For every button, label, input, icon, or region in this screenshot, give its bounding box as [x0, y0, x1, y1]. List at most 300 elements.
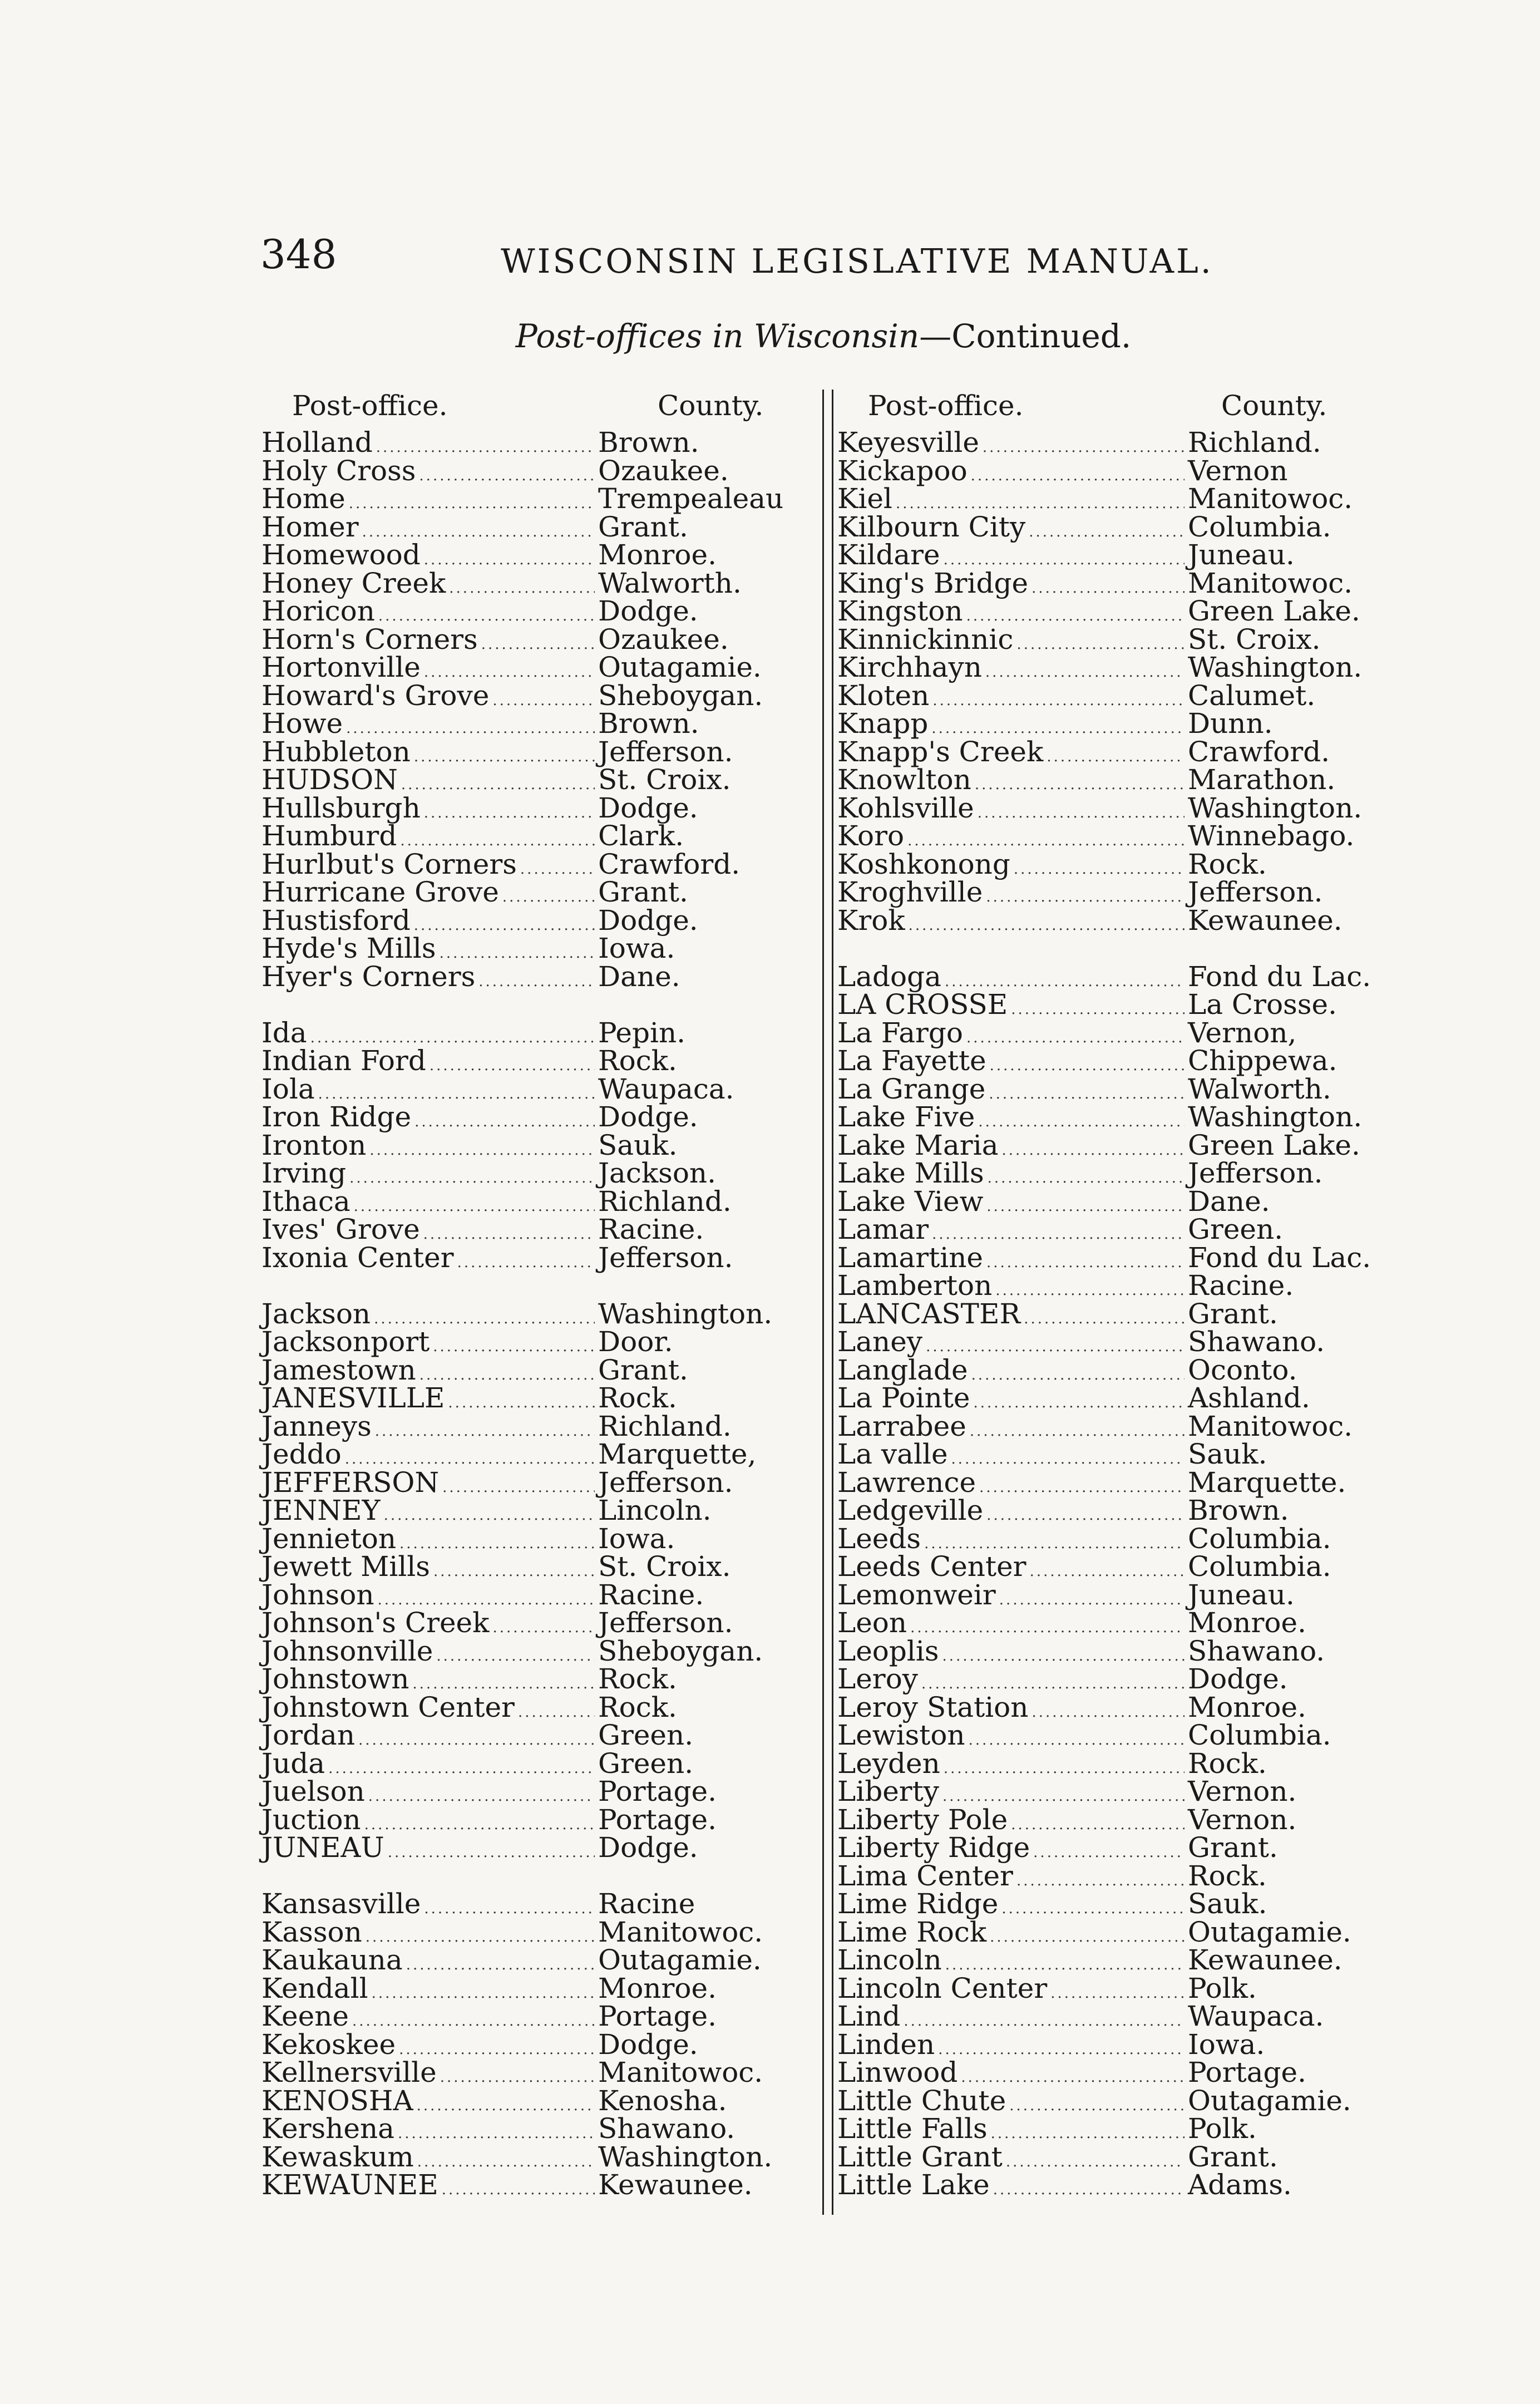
post-office-name: Kiel: [837, 482, 892, 515]
dot-leader: [442, 2176, 595, 2204]
dot-leader: [944, 1755, 1184, 1783]
post-office-name: HUDSON: [261, 763, 398, 796]
dot-leader: [986, 883, 1184, 912]
county-name: Brown.: [1188, 1494, 1289, 1526]
post-office-name: Hullsburgh: [261, 791, 421, 824]
dot-leader: [419, 462, 595, 490]
county-name: Walworth.: [1188, 1072, 1331, 1105]
post-office-name: Kloten: [837, 679, 930, 712]
county-name: Rock.: [598, 1382, 677, 1414]
county-name: Green Lake.: [1188, 1129, 1360, 1161]
dot-leader: [1002, 1136, 1184, 1165]
dot-leader: [417, 2148, 595, 2176]
dot-leader: [419, 1361, 595, 1390]
county-name: Dunn.: [1188, 707, 1273, 740]
post-office-name: Jackson: [261, 1297, 371, 1330]
dot-leader: [433, 1333, 595, 1361]
dot-leader: [430, 1052, 595, 1080]
post-office-name: JENNEY: [261, 1494, 381, 1526]
county-name: Racine.: [1188, 1269, 1294, 1302]
dot-leader: [970, 1417, 1184, 1446]
county-name: Manitowoc.: [1188, 1410, 1353, 1442]
dot-leader: [971, 462, 1184, 490]
post-office-name: Hurricane Grove: [261, 876, 499, 908]
county-name: Washington.: [598, 2140, 773, 2173]
county-name: Portage.: [598, 2000, 717, 2032]
county-name: Marathon.: [1188, 763, 1336, 796]
dot-leader: [995, 1277, 1184, 1305]
county-name: Manitowoc.: [1188, 482, 1353, 515]
county-name: Dane.: [1188, 1185, 1270, 1218]
county-name: Pepin.: [598, 1016, 686, 1049]
post-office-name: Horn's Corners: [261, 623, 478, 656]
county-header: County.: [658, 390, 764, 422]
post-office-name: Lake Mills: [837, 1157, 984, 1189]
post-office-name: Leoplis: [837, 1634, 939, 1667]
post-office-name: Ironton: [261, 1129, 367, 1161]
dot-leader: [1016, 630, 1184, 659]
post-office-name: Kingston: [837, 595, 963, 627]
post-office-name: Linwood: [837, 2056, 958, 2088]
county-name: St. Croix.: [1188, 623, 1321, 656]
dot-leader: [364, 1811, 595, 1839]
dot-leader: [442, 1474, 595, 1502]
post-office-name: Humburd: [261, 820, 397, 852]
county-name: Jefferson.: [1188, 876, 1323, 908]
dot-leader: [358, 1726, 595, 1755]
dot-leader: [372, 1979, 595, 2008]
county-name: Winnebago.: [1188, 820, 1355, 852]
post-office-name: Jamestown: [261, 1353, 416, 1386]
dot-leader: [978, 799, 1184, 827]
post-office-name: JEFFERSON: [261, 1466, 440, 1499]
dot-leader: [424, 1895, 595, 1923]
county-name: Crawford.: [598, 848, 741, 880]
post-office-name: Home: [261, 482, 345, 515]
dot-leader: [988, 1164, 1184, 1193]
county-name: Grant.: [598, 876, 688, 908]
post-office-name: Howard's Grove: [261, 679, 490, 712]
column-divider: [822, 390, 833, 2215]
post-office-name: Honey Creek: [261, 566, 446, 599]
county-name: Grant.: [1188, 1297, 1278, 1330]
post-office-name: Knowlton: [837, 763, 971, 796]
dot-leader: [986, 1193, 1184, 1221]
post-office-name: JANESVILLE: [261, 1382, 445, 1414]
post-office-name: Jacksonport: [261, 1326, 430, 1358]
county-name: Rock.: [1188, 1859, 1267, 1892]
post-office-name: La Pointe: [837, 1382, 970, 1414]
post-office-name: Lawrence: [837, 1466, 976, 1499]
right-entries: [837, 428, 1383, 2199]
post-office-name: Hyer's Corners: [261, 960, 476, 993]
post-office-name: Hortonville: [261, 651, 421, 683]
post-office-name: Kekoskee: [261, 2028, 396, 2061]
subtitle-italic: Post-offices in Wisconsin: [515, 317, 920, 355]
dot-leader: [492, 1614, 595, 1642]
county-name: Sheboygan.: [598, 679, 763, 712]
post-office-name: Johnstown Center: [261, 1691, 515, 1723]
post-office-name: Johnson's Creek: [261, 1607, 490, 1639]
county-name: Iowa.: [1188, 2028, 1265, 2061]
post-office-name: Koro: [837, 820, 905, 852]
county-name: Kenosha.: [598, 2084, 727, 2117]
post-office-name: Howe: [261, 707, 343, 740]
county-name: Fond du Lac.: [1188, 1241, 1371, 1274]
dot-leader: [1031, 574, 1184, 603]
county-name: Fond du Lac.: [1188, 960, 1371, 993]
post-office-entry: [261, 1297, 807, 1330]
post-office-name: Lamar: [837, 1213, 929, 1245]
post-office-name: Jordan: [261, 1719, 356, 1751]
post-office-name: Leroy Station: [837, 1691, 1029, 1723]
post-office-name: Johnson: [261, 1578, 374, 1611]
dot-leader: [518, 1698, 595, 1727]
dot-leader: [1011, 996, 1184, 1024]
dot-leader: [349, 490, 595, 518]
county-name: Manitowoc.: [598, 2056, 763, 2088]
post-office-name: LANCASTER: [837, 1297, 1021, 1330]
dot-leader: [398, 2120, 595, 2148]
dot-leader: [938, 2036, 1184, 2064]
county-name: Adams.: [1188, 2169, 1292, 2201]
post-office-name: Laney: [837, 1326, 923, 1358]
dot-leader: [969, 1726, 1184, 1755]
county-name: Columbia.: [1188, 510, 1331, 543]
post-office-name: Liberty Pole: [837, 1803, 1008, 1836]
county-name: Dodge.: [598, 1831, 698, 1864]
post-office-name: Kansasville: [261, 1888, 421, 1920]
county-name: Richland.: [1188, 426, 1321, 459]
dot-leader: [328, 1755, 595, 1783]
county-name: Jefferson.: [598, 1466, 733, 1499]
post-office-name: Lincoln Center: [837, 1972, 1048, 2004]
post-office-name: Little Chute: [837, 2084, 1006, 2117]
post-office-name: La Grange: [837, 1072, 986, 1105]
county-name: Ozaukee.: [598, 623, 729, 656]
post-office-name: Juelson: [261, 1775, 365, 1807]
county-name: Monroe.: [1188, 1607, 1306, 1639]
post-office-name: KEWAUNEE: [261, 2169, 438, 2201]
post-office-name: Holland: [261, 426, 373, 459]
county-name: Outagamie.: [1188, 1915, 1351, 1948]
post-office-name: Lake Five: [837, 1101, 975, 1133]
dot-leader: [414, 1108, 595, 1136]
county-name: Ozaukee.: [598, 454, 729, 487]
dot-leader: [1030, 1558, 1184, 1586]
dot-leader: [406, 1951, 595, 1979]
post-office-name: Kinnickinnic: [837, 623, 1014, 656]
county-name: Crawford.: [1188, 735, 1330, 768]
post-office-name: Larrabee: [837, 1410, 966, 1442]
dot-leader: [986, 1249, 1184, 1277]
county-name: Lincoln.: [598, 1494, 712, 1526]
dot-leader: [999, 1586, 1184, 1614]
county-name: Green.: [598, 1719, 694, 1751]
dot-leader: [478, 968, 595, 996]
county-name: Washington.: [1188, 1101, 1363, 1133]
post-office-name: Lamartine: [837, 1241, 984, 1274]
post-office-name: Lake View: [837, 1185, 984, 1218]
post-office-name: Leon: [837, 1607, 907, 1639]
dot-leader: [966, 1024, 1184, 1052]
county-name: Rock.: [598, 1045, 677, 1077]
county-name: Sheboygan.: [598, 1634, 763, 1667]
post-office-name: Krok: [837, 904, 905, 937]
subtitle-rest: —Continued.: [919, 317, 1132, 355]
county-name: Dodge.: [598, 791, 698, 824]
county-name: Grant.: [598, 510, 688, 543]
dot-leader: [388, 1839, 595, 1867]
post-office-name: Kickapoo: [837, 454, 968, 487]
county-name: Jefferson.: [598, 735, 733, 768]
subtitle: [501, 317, 1146, 355]
post-office-name: Indian Ford: [261, 1045, 426, 1077]
county-name: Dodge.: [1188, 1663, 1288, 1695]
dot-leader: [448, 1389, 595, 1417]
dot-leader: [433, 1558, 595, 1586]
post-office-name: Ledgeville: [837, 1494, 984, 1526]
post-office-name: Kendall: [261, 1972, 368, 2004]
county-name: Vernon: [1188, 454, 1288, 487]
county-name: Jackson.: [598, 1157, 717, 1189]
post-office-name: Johnstown: [261, 1663, 409, 1695]
post-office-entry: [837, 960, 1383, 993]
dot-leader: [1001, 1895, 1184, 1923]
post-office-name: Iola: [261, 1072, 315, 1105]
post-office-name: Koshkonong: [837, 848, 1010, 880]
dot-leader: [481, 630, 595, 659]
left-entries: [261, 428, 807, 2199]
dot-leader: [993, 2176, 1184, 2204]
dot-leader: [384, 1501, 595, 1530]
county-name: Rock.: [1188, 1747, 1267, 1780]
post-office-name: Homewood: [261, 539, 421, 571]
post-office-name: Liberty: [837, 1775, 940, 1807]
post-office-name: JUNEAU: [261, 1831, 384, 1864]
county-name: Calumet.: [1188, 679, 1316, 712]
right-column: [837, 390, 1383, 2199]
county-name: Sauk.: [1188, 1438, 1267, 1470]
post-office-name: Lima Center: [837, 1859, 1013, 1892]
dot-leader: [1050, 1979, 1184, 2008]
dot-leader: [990, 1052, 1184, 1080]
left-column: [261, 390, 807, 2199]
dot-leader: [1016, 1867, 1184, 1895]
county-name: Vernon.: [1188, 1803, 1297, 1836]
county-name: Grant.: [1188, 2140, 1278, 2173]
post-office-name: La valle: [837, 1438, 948, 1470]
post-office-name: Ithaca: [261, 1185, 351, 1218]
dot-leader: [985, 658, 1184, 687]
dot-leader: [1014, 855, 1184, 884]
county-name: Polk.: [1188, 2112, 1257, 2145]
county-name: Racine.: [598, 1578, 704, 1611]
post-office-name: Ladoga: [837, 960, 941, 993]
dot-leader: [990, 1923, 1184, 1952]
post-office-name: Knapp's Creek: [837, 735, 1044, 768]
county-name: Oconto.: [1188, 1353, 1297, 1386]
post-office-entry: [261, 1890, 807, 1918]
post-office-entry: [261, 428, 807, 457]
dot-leader: [417, 2092, 595, 2120]
county-name: Shawano.: [598, 2112, 736, 2145]
county-name: Grant.: [1188, 1831, 1278, 1864]
post-office-name: Kewaskum: [261, 2140, 414, 2173]
post-office-name: Hurlbut's Corners: [261, 848, 517, 880]
county-name: Trempealeau: [598, 482, 784, 515]
dot-leader: [1011, 1811, 1184, 1839]
county-name: Iowa.: [598, 932, 675, 964]
county-name: Rock.: [598, 1691, 677, 1723]
post-office-name: Irving: [261, 1157, 347, 1189]
dot-leader: [983, 433, 1184, 462]
page-number: 348: [260, 231, 337, 278]
post-office-name: LA CROSSE: [837, 988, 1008, 1021]
county-name: Marquette.: [1188, 1466, 1346, 1499]
dot-leader: [424, 799, 595, 827]
county-name: Outagamie.: [598, 1944, 762, 1976]
county-name: Outagamie.: [598, 651, 762, 683]
dot-leader: [1033, 1839, 1184, 1867]
post-office-name: King's Bridge: [837, 566, 1029, 599]
county-name: Shawano.: [1188, 1326, 1325, 1358]
county-name: Polk.: [1188, 1972, 1257, 2004]
county-name: Rock.: [1188, 848, 1267, 880]
county-name: Outagamie.: [1188, 2084, 1351, 2117]
county-name: Green Lake.: [1188, 595, 1360, 627]
post-office-name: Lewiston: [837, 1719, 965, 1751]
post-office-name: Little Lake: [837, 2169, 990, 2201]
dot-leader: [457, 1249, 595, 1277]
dot-leader: [349, 1164, 595, 1193]
post-office-entry: [261, 1016, 807, 1049]
dot-leader: [369, 1136, 595, 1165]
post-office-name: Kershena: [261, 2112, 394, 2145]
county-name: Green.: [598, 1747, 694, 1780]
county-name: Dodge.: [598, 904, 698, 937]
post-office-name: Little Grant: [837, 2140, 1003, 2173]
dot-leader: [520, 855, 595, 884]
post-office-name: KENOSHA: [261, 2084, 413, 2117]
post-office-name: Juction: [261, 1803, 361, 1836]
dot-leader: [440, 2063, 595, 2092]
county-name: St. Croix.: [598, 1550, 731, 1583]
post-office-name: Lime Ridge: [837, 1888, 999, 1920]
dot-leader: [904, 2007, 1184, 2036]
county-name: Richland.: [598, 1410, 732, 1442]
post-office-name: Lincoln: [837, 1944, 942, 1976]
post-office-name: Linden: [837, 2028, 935, 2061]
county-name: Waupaca.: [598, 1072, 734, 1105]
post-office-name: Hyde's Mills: [261, 932, 436, 964]
post-office-name: Kaukauna: [261, 1944, 403, 1976]
post-office-entry: [837, 428, 1383, 457]
county-name: Columbia.: [1188, 1719, 1331, 1751]
dot-leader: [951, 1445, 1184, 1474]
post-office-name: Horicon: [261, 595, 375, 627]
county-name: Juneau.: [1188, 1578, 1295, 1611]
county-name: Waupaca.: [1188, 2000, 1324, 2032]
dot-leader: [991, 2120, 1184, 2148]
county-name: Portage.: [598, 1803, 717, 1836]
county-name: Marquette,: [598, 1438, 757, 1470]
county-name: Jefferson.: [598, 1241, 733, 1274]
post-office-name: Keene: [261, 2000, 349, 2032]
county-name: Monroe.: [598, 1972, 717, 2004]
dot-leader: [449, 574, 595, 603]
county-name: Dodge.: [598, 1101, 698, 1133]
county-name: Washington.: [598, 1297, 773, 1330]
county-name: Jefferson.: [1188, 1157, 1323, 1189]
post-office-name: Knapp: [837, 707, 929, 740]
post-office-name: Kasson: [261, 1915, 362, 1948]
county-name: Brown.: [598, 426, 699, 459]
post-office-name: Leroy: [837, 1663, 919, 1695]
post-office-name: Ida: [261, 1016, 307, 1049]
dot-leader: [979, 1474, 1184, 1502]
running-head: WISCONSIN LEGISLATIVE MANUAL.: [501, 242, 1213, 281]
post-office-name: Leeds Center: [837, 1550, 1026, 1583]
dot-leader: [375, 1417, 595, 1446]
county-name: Kewaunee.: [1188, 904, 1342, 937]
dot-leader: [1029, 518, 1184, 546]
dot-leader: [424, 546, 595, 574]
dot-leader: [909, 912, 1184, 940]
county-name: Rock.: [598, 1663, 677, 1695]
post-office-name: Lamberton: [837, 1269, 993, 1302]
county-name: Shawano.: [1188, 1634, 1325, 1667]
county-name: La Crosse.: [1188, 988, 1337, 1021]
post-office-name: Kildare: [837, 539, 940, 571]
county-name: Manitowoc.: [1188, 566, 1353, 599]
county-name: Chippewa.: [1188, 1045, 1337, 1077]
post-office-header: Post-office.: [292, 390, 448, 422]
dot-leader: [1009, 2092, 1184, 2120]
county-name: Sauk.: [1188, 1888, 1267, 1920]
county-name: Kewaunee.: [1188, 1944, 1342, 1976]
county-name: Ashland.: [1188, 1382, 1310, 1414]
post-office-name: Langlade: [837, 1353, 968, 1386]
post-office-name: Holy Cross: [261, 454, 416, 487]
county-name: Brown.: [598, 707, 699, 740]
post-office-name: Kilbourn City: [837, 510, 1026, 543]
post-office-name: Jennieton: [261, 1522, 397, 1555]
post-office-name: Iron Ridge: [261, 1101, 412, 1133]
post-office-name: Hustisford: [261, 904, 411, 937]
county-name: Dodge.: [598, 2028, 698, 2061]
county-name: Racine.: [598, 1213, 704, 1245]
dot-leader: [975, 771, 1184, 799]
county-name: Washington.: [1188, 791, 1363, 824]
county-name: Door.: [598, 1326, 673, 1358]
dot-leader: [492, 687, 595, 715]
post-office-name: Janneys: [261, 1410, 372, 1442]
post-office-name: Leyden: [837, 1747, 940, 1780]
post-office-name: Kellnersville: [261, 2056, 437, 2088]
county-name: Clark.: [598, 820, 684, 852]
county-name: Manitowoc.: [598, 1915, 763, 1948]
county-name: Green.: [1188, 1213, 1284, 1245]
county-name: Racine: [598, 1888, 695, 1920]
post-office-name: La Fayette: [837, 1045, 986, 1077]
dot-leader: [1031, 1698, 1184, 1727]
county-name: Grant.: [598, 1353, 688, 1386]
dot-leader: [1024, 1305, 1184, 1333]
county-name: Washington.: [1188, 651, 1363, 683]
post-office-name: Little Falls: [837, 2112, 988, 2145]
county-name: Iowa.: [598, 1522, 675, 1555]
